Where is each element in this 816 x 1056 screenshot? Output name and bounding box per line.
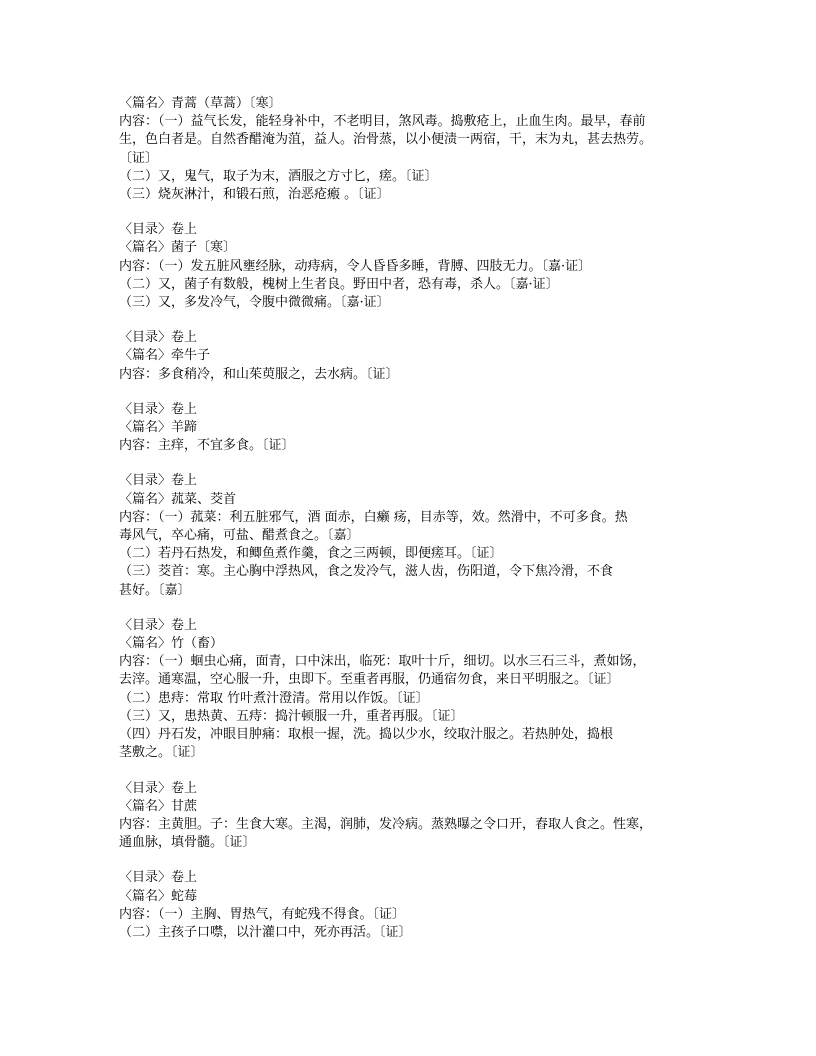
section-gap [119,763,694,780]
text-line: （三）茭首：寒。主心胸中浮热风，食之发冷气，滋人齿，伤阳道，令下焦冷滑，不食 [119,564,614,580]
text-line: （二）又，菌子有数般，槐树上生者良。野田中者，恐有毒，杀人。〔嘉·证〕 [119,276,559,292]
text-line: （三）又，患热黄、五痔：捣汁顿服一升，重者再服。〔证〕 [119,708,464,724]
text-line: （二）主孩子口噤，以汁灌口中，死亦再活。〔证〕 [119,924,412,940]
text-line: 去滓。通寒温，空心服一升，虫即下。至重者再服，仍通宿勿食，来日平明服之。〔证〕 [119,672,620,688]
text-line: 〈目录〉卷上 [119,330,198,346]
entry-shemei [119,869,694,942]
text-line: 内容：主痒，不宜多食。〔证〕 [119,438,295,454]
text-line: 〈目录〉卷上 [119,473,198,489]
text-line: 〈篇名〉牵牛子 [119,348,211,364]
text-line: 毒风气，卒心痛，可盐、醋煮食之。〔嘉〕 [119,528,360,544]
text-line: 〈篇名〉青蒿（草蒿）〔寒〕 [119,96,282,111]
text-line: 通血脉，填骨髓。〔证〕 [119,835,256,851]
entry-gucai [119,472,694,599]
text-line: （四）丹石发，冲眼目肿痛：取根一握，洗。捣以少水，绞取汁服之。若热肿处，捣根 [119,727,614,743]
text-line: 〈目录〉卷上 [119,780,198,796]
entry-qianniuzi [119,329,694,384]
text-line: 内容：（一）益气长发，能轻身补中，不老明目，煞风毒。捣敷疮上，止血生肉。最早，春前 [119,114,646,130]
document-page [119,95,694,942]
text-line: 生，色白者是。自然香醋淹为菹，益人。治骨蒸，以小便渍一两宿，干，末为丸，甚去热劳。 [119,132,653,148]
section-gap [119,600,694,617]
section-gap [119,384,694,401]
text-line: （二）若丹石热发，和鲫鱼煮作羹，食之三两顿，即便瘥耳。〔证〕 [119,546,503,562]
text-line: 〈篇名〉羊蹄 [119,420,198,436]
text-line: 〈篇名〉竹（畜） [119,636,224,652]
text-line: 〈篇名〉菌子〔寒〕 [119,240,237,256]
text-line: 内容：（一）发五脏风壅经脉，动痔病，令人昏昏多睡，背膊、四肢无力。〔嘉·证〕 [119,258,592,274]
text-line: 〈目录〉卷上 [119,401,198,417]
entry-yangti [119,401,694,456]
section-gap [119,852,694,869]
text-line: 〈目录〉卷上 [119,617,198,633]
text-line: 甚好。〔嘉〕 [119,582,191,598]
text-line: 〔证〕 [119,150,159,166]
text-line: 〈目录〉卷上 [119,222,198,238]
section-gap [119,204,694,221]
entry-qinghao [119,95,694,204]
text-line: 〈篇名〉甘蔗 [119,798,198,814]
text-line: 〈篇名〉菰菜、茭首 [119,491,237,507]
entry-zhu [119,617,694,763]
section-gap [119,455,694,472]
text-line: 〈目录〉卷上 [119,870,198,886]
text-line: 内容：（一）主胸、胃热气，有蛇残不得食。〔证〕 [119,906,406,922]
text-line: 〈篇名〉蛇莓 [119,888,198,904]
text-line: 内容：（一）蛔虫心痛，面青，口中沫出，临死：取叶十斤，细切。以水三石三斗，煮如饧， [119,654,646,670]
text-line: （二）患痔：常取 竹叶煮汁澄清。常用以作饭。〔证〕 [119,690,429,706]
text-line: 内容：主黄胆。子：生食大寒。主渴，润肺，发冷病。蒸熟曝之令口开，舂取人食之。性寒， [119,816,653,832]
text-line: 内容：多食稍冷，和山茱萸服之，去水病。〔证〕 [119,366,399,382]
entry-junzi [119,221,694,312]
text-line: （三）又，多发冷气，令腹中微微痛。〔嘉·证〕 [119,295,390,311]
text-line: 茎敷之。〔证〕 [119,745,204,761]
entry-ganzhe [119,780,694,853]
text-line: （二）又，鬼气，取子为末，酒服之方寸匕，瘥。〔证〕 [119,168,438,184]
text-line: 内容：（一）菰菜：利五脏邪气，酒 面赤，白癞 疡，目赤等，效。然滑中，不可多食。热 [119,509,628,525]
section-gap [119,312,694,329]
text-line: （三）烧灰淋汁，和锻石煎，治恶疮瘢 。〔证〕 [119,187,390,203]
